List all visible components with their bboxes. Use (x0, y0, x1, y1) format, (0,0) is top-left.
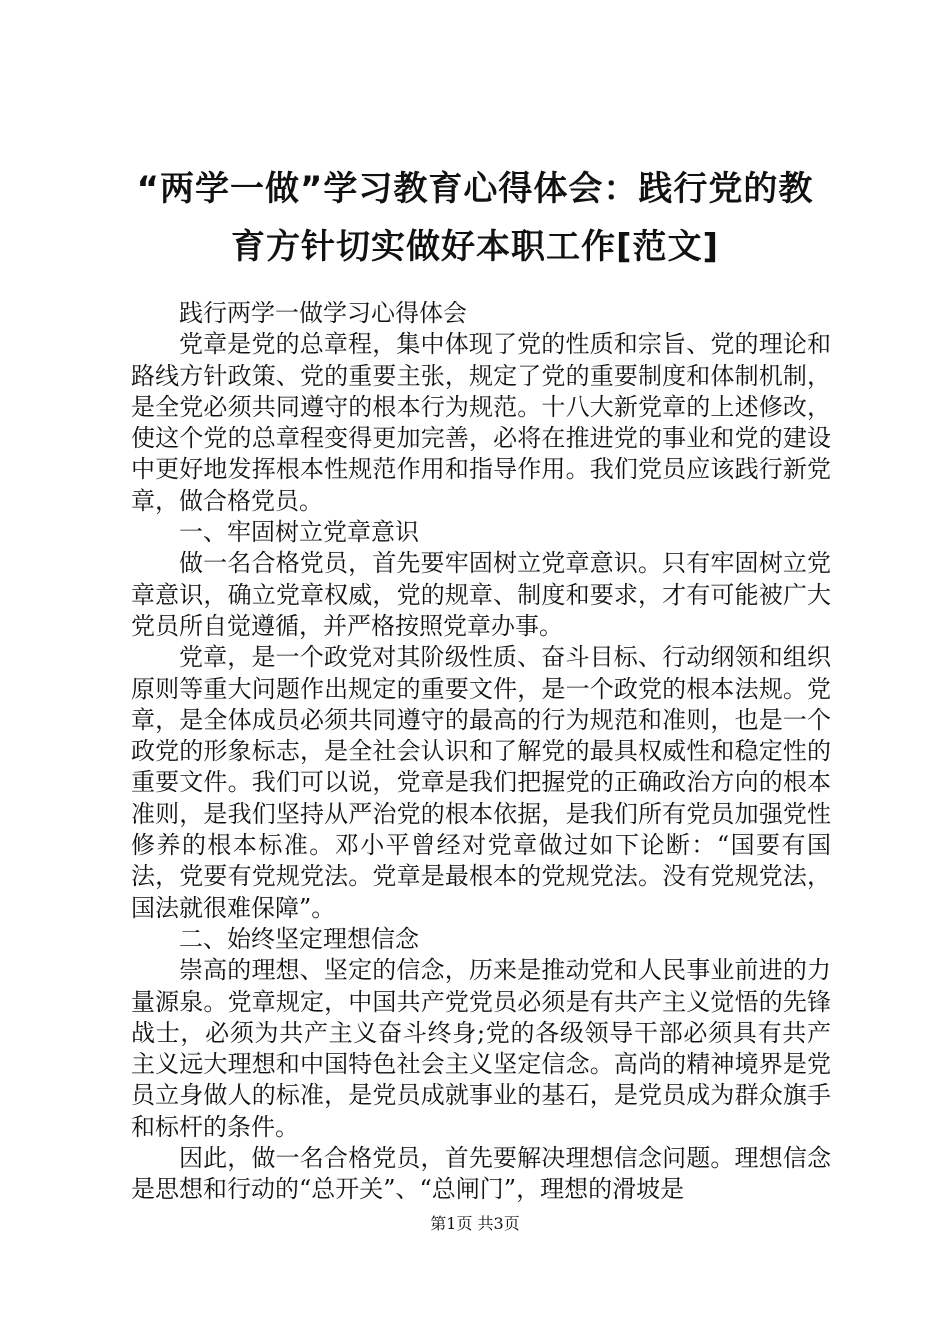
title-line-2: 育方针切实做好本职工作[范文] (230, 227, 720, 267)
body-paragraph: 因此，做一名合格党员，首先要解决理想信念问题。理想信念是思想和行动的“总开关”、“总闸门”，理想的滑坡是 (131, 1144, 831, 1204)
subtitle-paragraph: 践行两学一做学习心得体会 (179, 299, 467, 327)
document-title (110, 160, 840, 276)
body-paragraph: 做一名合格党员，首先要牢固树立党章意识。只有牢固树立党章意识，确立党章权威，党的规章、制度和要求，才有可能被广大党员所自觉遵循，并严格按照党章办事。 (131, 549, 831, 640)
section-heading: 二、始终坚定理想信念 (179, 924, 419, 953)
title-line-1: “两学一做”学习教育心得体会：践行党的教 (136, 169, 814, 209)
page-footer (0, 1214, 950, 1234)
page-number: 第1页 共3页 (430, 1214, 520, 1233)
body-paragraph: 崇高的理想、坚定的信念，历来是推动党和人民事业前进的力量源泉。党章规定，中国共产党党员必须是有共产主义觉悟的先锋战士，必须为共产主义奋斗终身;党的各级领导干部必须具有共产主义远大理想和中国特色社会主义坚定信念。高尚的精神境界是党员立身做人的标准，是党员成就事业的基石，是党员成为群众旗手和标杆的条件。 (131, 956, 831, 1141)
body-paragraph: 党章，是一个政党对其阶级性质、奋斗目标、行动纲领和组织原则等重大问题作出规定的重要文件，是一个政党的根本法规。党章，是全体成员必须共同遵守的最高的行为规范和准则，也是一个政党的形象标志，是全社会认识和了解党的最具权威性和稳定性的重要文件。我们可以说，党章是我们把握党的正确政治方向的根本准则，是我们坚持从严治党的根本依据，是我们所有党员加强党性修养的根本标准。邓小平曾经对党章做过如下论断：“国要有国法，党要有党规党法。党章是最根本的党规党法。没有党规党法，国法就很难保障”。 (131, 643, 831, 922)
section-heading: 一、牢固树立党章意识 (179, 518, 419, 547)
document-body (131, 298, 831, 1206)
body-paragraph: 党章是党的总章程，集中体现了党的性质和宗旨、党的理论和路线方针政策、党的重要主张，规定了党的重要制度和体制机制，是全党必须共同遵守的根本行为规范。十八大新党章的上述修改，使这个党的总章程变得更加完善，必将在推进党的事业和党的建设中更好地发挥根本性规范作用和指导作用。我们党员应该践行新党章，做合格党员。 (131, 330, 831, 515)
